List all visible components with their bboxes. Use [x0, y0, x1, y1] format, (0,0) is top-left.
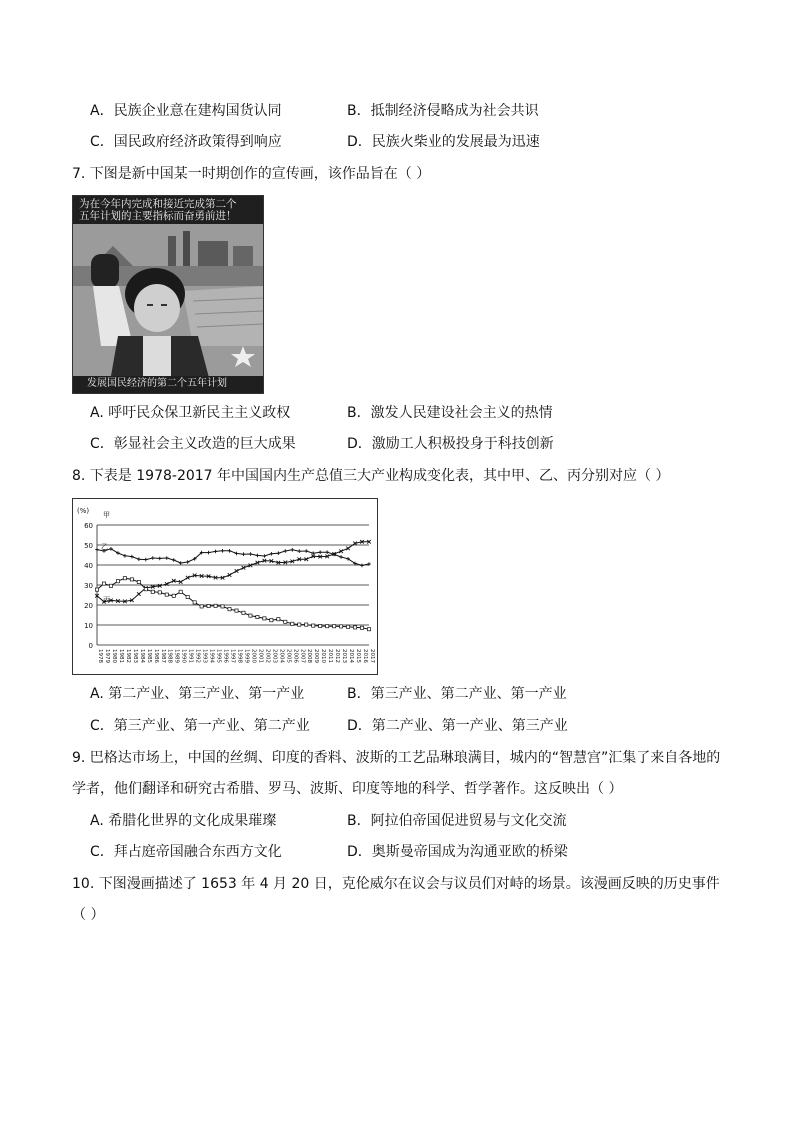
data-point	[346, 625, 349, 628]
x-tick-label: 1986	[152, 649, 159, 663]
data-point	[367, 628, 370, 631]
y-tick-label: 40	[84, 562, 93, 570]
data-point	[284, 620, 287, 623]
data-point	[270, 619, 273, 622]
series-label: 甲	[103, 511, 110, 519]
x-tick-label: 2002	[264, 649, 271, 663]
y-axis-label: (%)	[77, 507, 90, 515]
data-point	[339, 555, 343, 559]
q6-option-a: A．民族企业意在建构国货认同	[90, 103, 282, 119]
data-point	[297, 549, 301, 553]
x-tick-label: 1998	[236, 649, 243, 663]
x-tick-label: 1990	[180, 649, 187, 663]
data-point	[186, 595, 189, 598]
data-point	[151, 590, 154, 593]
data-point	[326, 625, 329, 628]
data-point	[158, 591, 161, 594]
data-point	[144, 588, 147, 591]
data-point	[256, 615, 259, 618]
x-tick-label: 1980	[110, 649, 117, 663]
q8-stem: 8. 下表是 1978-2017 年中国国内生产总值三大产业构成变化表，其中甲、乙、丙分别对应（ ）	[72, 468, 670, 484]
x-tick-label: 2005	[285, 649, 292, 663]
data-point	[228, 549, 232, 553]
x-tick-label: 2015	[355, 649, 362, 663]
data-point	[137, 592, 141, 596]
y-tick-label: 50	[84, 542, 93, 550]
data-point	[333, 625, 336, 628]
data-point	[235, 609, 238, 612]
x-tick-label: 2000	[250, 649, 257, 663]
data-point	[144, 558, 148, 562]
data-point	[186, 560, 190, 564]
q9-stem-line2: 学者，他们翻译和研究古希腊、罗马、波斯、印度等地的科学、哲学著作。这反映出（ ）	[72, 781, 623, 797]
data-point	[312, 624, 315, 627]
q6-option-b: B．抵制经济侵略成为社会共识	[347, 103, 539, 119]
series-label: 乙	[101, 543, 108, 551]
q9-option-a: A. 希腊化世界的文化成果璀璨	[90, 813, 277, 829]
y-tick-label: 0	[88, 642, 93, 650]
data-point	[319, 624, 322, 627]
data-point	[172, 594, 175, 597]
data-point	[256, 554, 260, 558]
data-point	[221, 549, 225, 553]
data-point	[214, 550, 218, 554]
y-tick-label: 10	[84, 622, 93, 630]
data-point	[179, 590, 182, 593]
q9-stem-line1: 9. 巴格达市场上，中国的丝绸、印度的香料、波斯的工艺品琳琅满目，城内的“智慧宫”汇集了来自各地的	[72, 750, 721, 766]
x-tick-label: 1979	[103, 649, 110, 663]
x-tick-label: 2016	[362, 649, 369, 663]
q7-option-c: C．彰显社会主义改造的巨大成果	[90, 436, 296, 452]
data-point	[318, 550, 322, 554]
x-tick-label: 1996	[222, 649, 229, 663]
x-tick-label: 2010	[320, 649, 327, 663]
data-point	[95, 548, 99, 552]
x-tick-label: 2003	[271, 649, 278, 663]
data-point	[235, 552, 239, 556]
x-tick-label: 2012	[334, 649, 341, 663]
data-point	[340, 625, 343, 628]
data-point	[360, 564, 364, 568]
data-point	[207, 551, 211, 555]
q9-option-b: B．阿拉伯帝国促进贸易与文化交流	[347, 813, 567, 829]
x-tick-label: 1993	[201, 649, 208, 663]
x-tick-label: 1978	[97, 649, 103, 663]
poster-bottom-slogan: 发展国民经济的第二个五年计划	[87, 378, 227, 389]
data-point	[263, 554, 267, 558]
q8-option-b: B．第三产业、第二产业、第一产业	[347, 686, 567, 702]
x-tick-label: 1989	[173, 649, 180, 663]
y-tick-label: 20	[84, 602, 93, 610]
q6-option-c: C．国民政府经济政策得到响应	[90, 134, 282, 150]
x-tick-label: 1991	[187, 649, 194, 663]
x-tick-label: 2014	[348, 649, 355, 663]
data-point	[249, 614, 252, 617]
data-point	[95, 588, 98, 591]
q10-stem-line1: 10. 下图漫画描述了 1653 年 4 月 20 日，克伦威尔在议会与议员们对峙的场景。该漫画反映的历史事件	[72, 876, 720, 892]
data-point	[353, 626, 356, 629]
x-tick-label: 2001	[257, 649, 264, 663]
data-point	[137, 557, 141, 561]
x-tick-label: 2007	[299, 649, 306, 663]
data-point	[221, 605, 224, 608]
data-point	[200, 605, 203, 608]
data-point	[284, 549, 288, 553]
x-tick-label: 2006	[292, 649, 299, 663]
data-point	[242, 552, 246, 556]
q8-option-d: D．第二产业、第一产业、第三产业	[347, 718, 568, 734]
x-tick-label: 1997	[229, 649, 236, 663]
gdp-industry-chart	[72, 498, 378, 675]
data-point	[235, 569, 239, 573]
data-point	[123, 577, 126, 580]
x-tick-label: 2017	[369, 649, 375, 663]
data-point	[290, 548, 294, 552]
data-point	[165, 593, 168, 596]
data-point	[137, 580, 140, 583]
y-tick-label: 60	[84, 522, 93, 530]
data-point	[277, 551, 281, 555]
q6-option-d: D．民族火柴业的发展最为迅速	[347, 134, 540, 150]
data-point	[298, 623, 301, 626]
x-tick-label: 1988	[166, 649, 173, 663]
q10-stem-line2: （ ）	[72, 907, 105, 923]
x-tick-label: 2011	[327, 649, 334, 663]
data-point	[130, 555, 134, 559]
q9-option-d: D．奥斯曼帝国成为沟通亚欧的桥梁	[347, 844, 568, 860]
y-tick-label: 30	[84, 582, 93, 590]
data-point	[304, 549, 308, 553]
data-point	[165, 556, 169, 560]
x-tick-label: 1981	[117, 649, 124, 663]
data-point	[214, 604, 217, 607]
x-tick-label: 2013	[341, 649, 348, 663]
data-point	[207, 604, 210, 607]
data-point	[249, 552, 253, 556]
data-point	[116, 580, 119, 583]
data-point	[123, 554, 127, 558]
q7-option-d: D．激励工人积极投身于科技创新	[347, 436, 554, 452]
x-tick-label: 1984	[138, 649, 145, 663]
q7-option-a: A. 呼吁民众保卫新民主主义政权	[90, 405, 291, 421]
data-point	[158, 557, 162, 561]
data-point	[109, 584, 112, 587]
x-tick-label: 1982	[124, 649, 131, 663]
data-point	[305, 623, 308, 626]
q7-stem: 7. 下图是新中国某一时期创作的宣传画，该作品旨在（ ）	[72, 166, 431, 182]
data-point	[277, 618, 280, 621]
q8-option-c: C．第三产业、第一产业、第二产业	[90, 718, 310, 734]
data-point	[270, 552, 274, 556]
data-point	[193, 601, 196, 604]
q9-option-c: C．拜占庭帝国融合东西方文化	[90, 844, 282, 860]
x-tick-label: 1999	[243, 649, 250, 663]
propaganda-poster	[72, 195, 264, 394]
x-tick-label: 1995	[215, 649, 222, 663]
gdp-industry-chart-svg	[73, 499, 377, 674]
x-tick-label: 1992	[194, 649, 201, 663]
x-tick-label: 2004	[278, 649, 285, 663]
x-tick-label: 1983	[131, 649, 138, 663]
data-point	[172, 558, 176, 562]
data-point	[151, 556, 155, 560]
series-line	[97, 578, 369, 629]
data-point	[179, 561, 183, 565]
data-point	[130, 578, 133, 581]
data-point	[228, 608, 231, 611]
q8-option-a: A. 第二产业、第三产业、第一产业	[90, 686, 305, 702]
x-tick-label: 1994	[208, 649, 215, 663]
data-point	[325, 550, 329, 554]
x-tick-label: 2009	[313, 649, 320, 663]
x-tick-label: 1985	[145, 649, 152, 663]
data-point	[263, 617, 266, 620]
poster-illustration	[73, 196, 263, 393]
data-point	[242, 611, 245, 614]
data-point	[102, 582, 105, 585]
x-tick-label: 2008	[306, 649, 313, 663]
x-tick-label: 1987	[159, 649, 166, 663]
q7-option-b: B．激发人民建设社会主义的热情	[347, 405, 553, 421]
series-label: 丙	[103, 596, 110, 604]
data-point	[291, 622, 294, 625]
data-point	[360, 626, 363, 629]
poster-top-slogan-line2: 五年计划的主要指标而奋勇前进！	[79, 210, 237, 222]
poster-top-slogan-line1: 为在今年内完成和接近完成第二个	[79, 198, 237, 210]
